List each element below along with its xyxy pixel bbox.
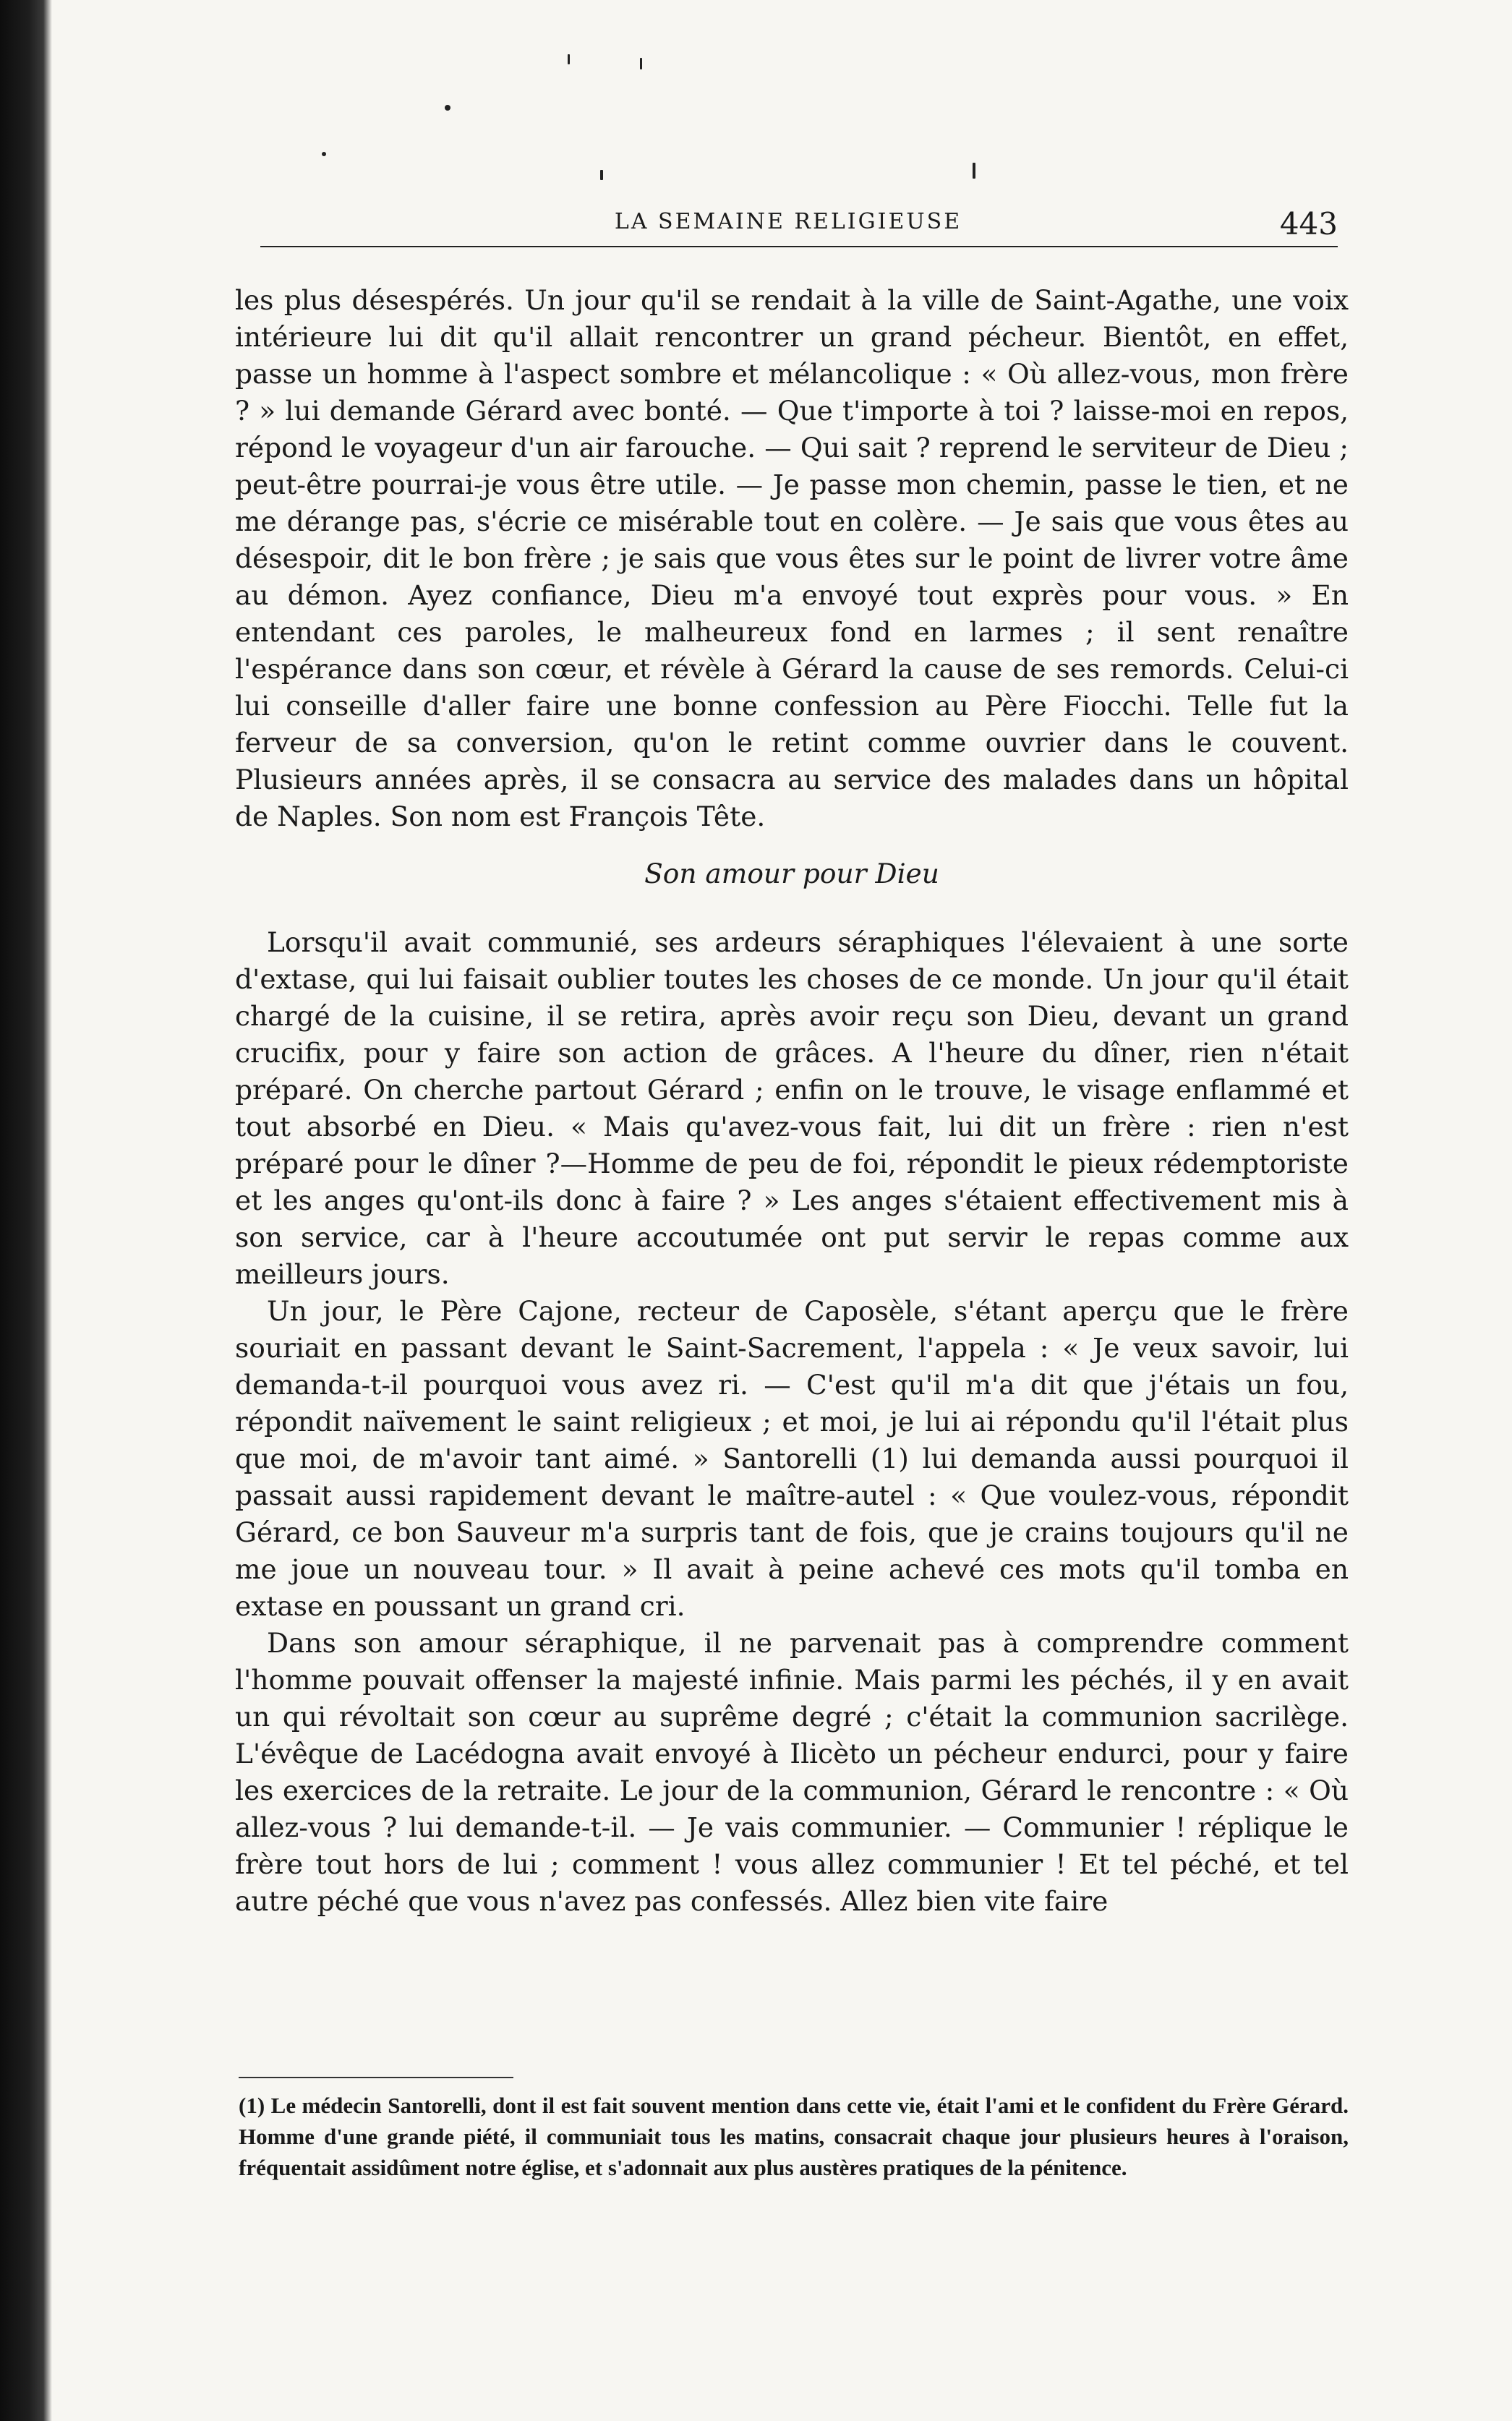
header-rule xyxy=(260,246,1338,247)
running-header xyxy=(239,206,1338,242)
footnote-rule xyxy=(239,2077,513,2078)
section-heading: Son amour pour Dieu xyxy=(644,858,939,889)
paragraph: Un jour, le Père Cajone, recteur de Caposèle, s'étant aperçu que le frère souriait en passant devant le Saint-Sacrement, l'appela : « Je veux savoir, lui demanda-t-il pourquoi vous avez ri. — C'est qu'il m'a dit que j'étais un fou, répondit naïvement le saint religieux ; et moi, je lui ai répondu qu'il l'était plus que moi, de m'avoir tant aimé. » Santorelli (1) lui demanda aussi pourquoi il passait aussi rapidement devant le maître-autel : « Que voulez-vous, répondit Gérard, ce bon Sauveur m'a surpris tant de fois, que je crains toujours qu'il ne me joue un nouveau tour. » Il avait à peine achevé ces mots qu'il tomba en extase en poussant un grand cri. xyxy=(235,1295,1349,1622)
body-text xyxy=(235,282,1349,1920)
footnote: (1) Le médecin Santorelli, dont il est fait souvent mention dans cette vie, était l'ami et le confident du Frère Gérard. Homme d'une grande piété, il communiait tous les matins, consacrait chaque jour plusieurs heures à l'oraison, fréquentait assidûment notre église, et s'adonnait aux plus austères pratiques de la pénitence. xyxy=(239,2093,1349,2180)
page-number: 443 xyxy=(1279,206,1338,242)
journal-title: LA SEMAINE RELIGIEUSE xyxy=(614,209,962,234)
book-binding-edge xyxy=(0,0,52,2421)
paragraph: Dans son amour séraphique, il ne parvenait pas à comprendre comment l'homme pouvait offenser la majesté infinie. Mais parmi les péchés, il y en avait un qui révoltait son cœur au suprême degré ; c'était la communion sacrilège. L'évêque de Lacédogna avait envoyé à Ilicèto un pécheur endurci, pour y faire les exercices de la retraite. Le jour de la communion, Gérard le rencontre : « Où allez-vous ? lui demande-t-il. — Je vais communier. — Communier ! réplique le frère tout hors de lui ; comment ! vous allez communier ! Et tel péché, et tel autre péché que vous n'avez pas confessés. Allez bien vite faire xyxy=(235,1627,1349,1917)
paragraph: les plus désespérés. Un jour qu'il se rendait à la ville de Saint-Agathe, une voix intérieure lui dit qu'il allait rencontrer un grand pécheur. Bientôt, en effet, passe un homme à l'aspect sombre et mélancolique : « Où allez-vous, mon frère ? » lui demande Gérard avec bonté. — Que t'importe à toi ? laisse-moi en repos, répond le voyageur d'un air farouche. — Qui sait ? reprend le serviteur de Dieu ; peut-être pourrai-je vous être utile. — Je passe mon chemin, passe le tien, et ne me dérange pas, s'écrie ce misérable tout en colère. — Je sais que vous êtes au désespoir, dit le bon frère ; je sais que vous êtes sur le point de livrer votre âme au démon. Ayez confiance, Dieu m'a envoyé tout exprès pour vous. » En entendant ces paroles, le malheureux fond en larmes ; il sent renaître l'espérance dans son cœur, et révèle à Gérard la cause de ses remords. Celui-ci lui conseille d'aller faire une bonne confession au Père Fiocchi. Telle fut la ferveur de sa conversion, qu'on le retint comme ouvrier dans le couvent. Plusieurs années après, il se consacra au service des malades dans un hôpital de Naples. Son nom est François Tête. xyxy=(235,284,1349,832)
paragraph: Lorsqu'il avait communié, ses ardeurs séraphiques l'élevaient à une sorte d'extase, qui lui faisait oublier toutes les choses de ce monde. Un jour qu'il était chargé de la cuisine, il se retira, après avoir reçu son Dieu, devant un grand crucifix, pour y faire son action de grâces. A l'heure du dîner, rien n'était préparé. On cherche partout Gérard ; enfin on le trouve, le visage enflammé et tout absorbé en Dieu. « Mais qu'avez-vous fait, lui dit un frère : rien n'est préparé pour le dîner ?—Homme de peu de foi, répondit le pieux rédemptoriste et les anges qu'ont-ils donc à faire ? » Les anges s'étaient effectivement mis à son service, car à l'heure accoutumée ont put servir le repas comme aux meilleurs jours. xyxy=(235,926,1349,1290)
